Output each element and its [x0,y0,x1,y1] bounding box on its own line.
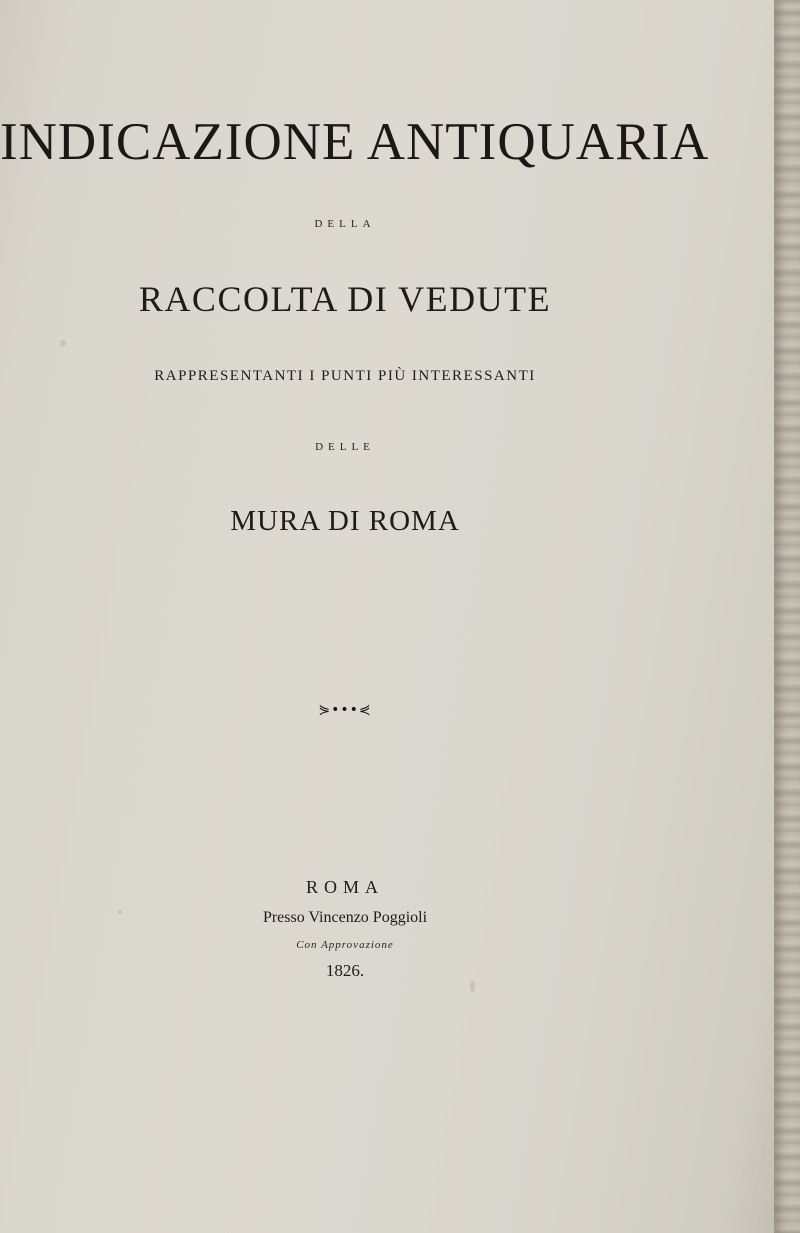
second-title: RACCOLTA DI VEDUTE [138,279,552,319]
ornament-divider: ⋟•••⋞ [318,702,372,718]
paper-spot [60,340,66,346]
imprint-city: ROMA [305,877,384,897]
connector-delle: DELLE [315,441,375,453]
third-title: MURA DI ROMA [230,505,460,537]
imprint-publisher: Presso Vincenzo Poggioli [262,909,428,926]
connector-della: DELLA [314,218,376,230]
main-title: INDICAZIONE ANTIQUARIA [0,113,710,171]
torn-page-edge [774,0,800,1233]
paper-spot [470,980,475,992]
subtitle: RAPPRESENTANTI I PUNTI PIÙ INTERESSANTI [154,368,536,384]
imprint-approval: Con Approvazione [296,939,394,951]
imprint-year: 1826. [325,961,365,980]
